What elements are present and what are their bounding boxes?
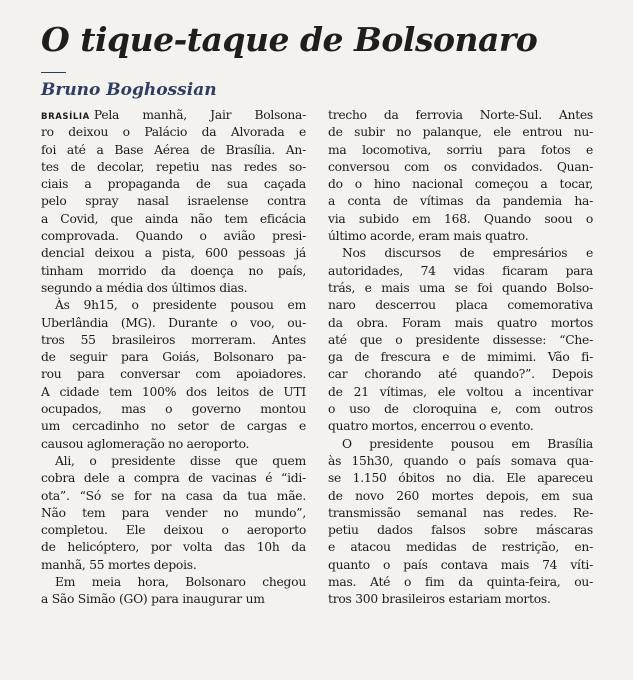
text-line-content: ota”. “Só se for na casa da tua mãe. <box>41 488 306 503</box>
text-line <box>328 107 593 124</box>
text-line <box>41 418 306 435</box>
text-line-content: cobra dele a compra de vacinas é “idi- <box>41 471 306 486</box>
article-headline: O tique-taque de Bolsonaro <box>41 20 538 59</box>
text-line-content: tes de decolar, repetiu nas redes so- <box>41 159 306 174</box>
text-line-content: último acorde, eram mais quatro. <box>328 229 529 244</box>
text-line-content: às 15h30, quando o país somava qua- <box>328 453 593 468</box>
text-line <box>41 470 306 487</box>
text-line-content: um cercadinho no setor de cargas e <box>41 419 306 434</box>
text-line <box>41 193 306 210</box>
text-line <box>41 488 306 505</box>
text-line-content: quanto o país contava mais 74 víti- <box>328 557 593 572</box>
text-line-content: Em meia hora, Bolsonaro chegou <box>55 575 306 590</box>
text-line-content: comprovada. Quando o avião presi- <box>41 229 306 244</box>
text-line-content: tinham morrido da doença no país, <box>41 263 306 278</box>
text-line-content: Não tem para vender no mundo”, <box>41 505 306 520</box>
text-line-content: tros 55 brasileiros morreram. Antes <box>41 332 306 347</box>
text-line-content: O presidente pousou em Brasília <box>342 436 593 451</box>
text-line <box>328 297 593 314</box>
text-line <box>328 211 593 228</box>
text-line-content: causou aglomeração no aeroporto. <box>41 436 250 451</box>
article-column-left <box>41 107 306 609</box>
text-line <box>41 280 306 297</box>
text-line-content: ciais a propaganda de sua caçada <box>41 177 306 192</box>
text-line <box>328 401 593 418</box>
headline-rule <box>41 72 66 73</box>
text-line <box>41 245 306 262</box>
text-line-content: até que o presidente dissesse: “Che- <box>328 332 593 347</box>
text-line-content: Pela manhã, Jair Bolsona- <box>93 108 306 122</box>
text-line <box>41 505 306 522</box>
text-line <box>328 349 593 366</box>
text-line <box>328 574 593 591</box>
text-line-content: ro deixou o Palácio da Alvorada e <box>41 125 306 140</box>
text-line <box>41 332 306 349</box>
text-line-content: e atacou medidas de restrição, en- <box>328 540 593 555</box>
text-line <box>328 142 593 159</box>
text-line <box>41 539 306 556</box>
text-line <box>328 159 593 176</box>
text-line-content: via subido em 168. Quando soou o <box>328 211 593 226</box>
text-line-content: a Covid, que ainda não tem eficácia <box>41 211 306 226</box>
author-byline: Bruno Boghossian <box>41 80 217 100</box>
text-line-content: a conta de vítimas da pandemia ha- <box>328 194 593 209</box>
text-line <box>328 539 593 556</box>
text-line-content: segundo a média dos últimos dias. <box>41 280 248 295</box>
text-line-content: da obra. Foram mais quatro mortos <box>328 315 593 330</box>
text-line-content: do o hino nacional começou a tocar, <box>328 177 593 192</box>
text-line <box>328 522 593 539</box>
text-line <box>41 211 306 228</box>
dateline: BRASÍLIA <box>41 112 90 122</box>
text-line-content: petiu dados falsos sobre máscaras <box>328 523 593 538</box>
text-line <box>41 124 306 141</box>
text-line-content: completou. Ele deixou o aeroporto <box>41 523 306 538</box>
text-line-content: se 1.150 óbitos no dia. Ele apareceu <box>328 471 593 486</box>
text-line <box>328 557 593 574</box>
text-line-content: de subir no palanque, ele entrou nu- <box>328 125 593 140</box>
text-line <box>328 263 593 280</box>
text-line-content: Ali, o presidente disse que quem <box>55 453 306 468</box>
text-line <box>41 107 306 124</box>
text-line <box>328 453 593 470</box>
text-line <box>41 557 306 574</box>
text-line-content: transmissão semanal nas redes. Re- <box>328 505 593 520</box>
text-line <box>41 366 306 383</box>
text-line <box>41 315 306 332</box>
text-line <box>328 176 593 193</box>
text-line-content: autoridades, 74 vidas ficaram para <box>328 263 593 278</box>
text-line-content: Às 9h15, o presidente pousou em <box>55 298 306 313</box>
text-line-content: car chorando até quando?”. Depois <box>328 367 593 382</box>
text-line <box>41 159 306 176</box>
text-line-content: de 21 vítimas, ele voltou a incentivar <box>328 384 593 399</box>
text-line-content: foi até a Base Aérea de Brasília. An- <box>41 142 306 157</box>
text-line <box>328 488 593 505</box>
text-line <box>328 332 593 349</box>
text-line-content: a São Simão (GO) para inaugurar um <box>41 592 265 607</box>
text-line-content: ma locomotiva, sorriu para fotos e <box>328 142 593 157</box>
article-column-right <box>328 107 593 609</box>
text-line <box>41 142 306 159</box>
text-line <box>41 228 306 245</box>
text-line <box>328 193 593 210</box>
text-line <box>328 228 593 245</box>
text-line-content: naro descerrou placa comemorativa <box>328 298 593 313</box>
text-line <box>41 263 306 280</box>
text-line-content: de helicóptero, por volta das 10h da <box>41 540 306 555</box>
text-line <box>41 297 306 314</box>
text-line-content: trecho da ferrovia Norte-Sul. Antes <box>328 108 593 122</box>
text-line-content: Nos discursos de empresários e <box>342 246 593 261</box>
text-line-content: mas. Até o fim da quinta-feira, ou- <box>328 575 593 590</box>
text-line-content: de novo 260 mortes depois, em sua <box>328 488 593 503</box>
text-line <box>328 505 593 522</box>
text-line <box>41 436 306 453</box>
text-line-content: o uso de cloroquina e, com outros <box>328 402 593 417</box>
text-line <box>328 470 593 487</box>
text-line <box>328 280 593 297</box>
text-line <box>328 124 593 141</box>
text-line-content: rou para conversar com apoiadores. <box>41 367 306 382</box>
text-line <box>41 401 306 418</box>
text-line-content: ga de frescura e de mimimi. Vão fi- <box>328 350 593 365</box>
text-line <box>328 245 593 262</box>
text-line <box>328 315 593 332</box>
text-line <box>41 522 306 539</box>
text-line-content: tros 300 brasileiros estariam mortos. <box>328 592 551 607</box>
text-line <box>328 418 593 435</box>
text-line-content: quatro mortos, encerrou o evento. <box>328 419 534 434</box>
text-line-content: A cidade tem 100% dos leitos de UTI <box>41 384 306 399</box>
text-line <box>41 384 306 401</box>
text-line <box>328 384 593 401</box>
text-line-content: dencial deixou a pista, 600 pessoas já <box>41 246 306 261</box>
text-line <box>41 453 306 470</box>
text-line-content: trás, e mais uma se foi quando Bolso- <box>328 280 593 295</box>
text-line-content: Uberlândia (MG). Durante o voo, ou- <box>41 315 306 330</box>
text-line-content: manhã, 55 mortes depois. <box>41 557 197 572</box>
text-line <box>328 591 593 608</box>
text-line <box>328 366 593 383</box>
text-line <box>41 176 306 193</box>
text-line-content: conversou com os convidados. Quan- <box>328 159 593 174</box>
text-line <box>41 574 306 591</box>
text-line-content: de seguir para Goiás, Bolsonaro pa- <box>41 350 306 365</box>
text-line-content: ocupados, mas o governo montou <box>41 402 306 417</box>
text-line <box>41 591 306 608</box>
text-line <box>328 436 593 453</box>
text-line-content: pelo spray nasal israelense contra <box>41 194 306 209</box>
text-line <box>41 349 306 366</box>
